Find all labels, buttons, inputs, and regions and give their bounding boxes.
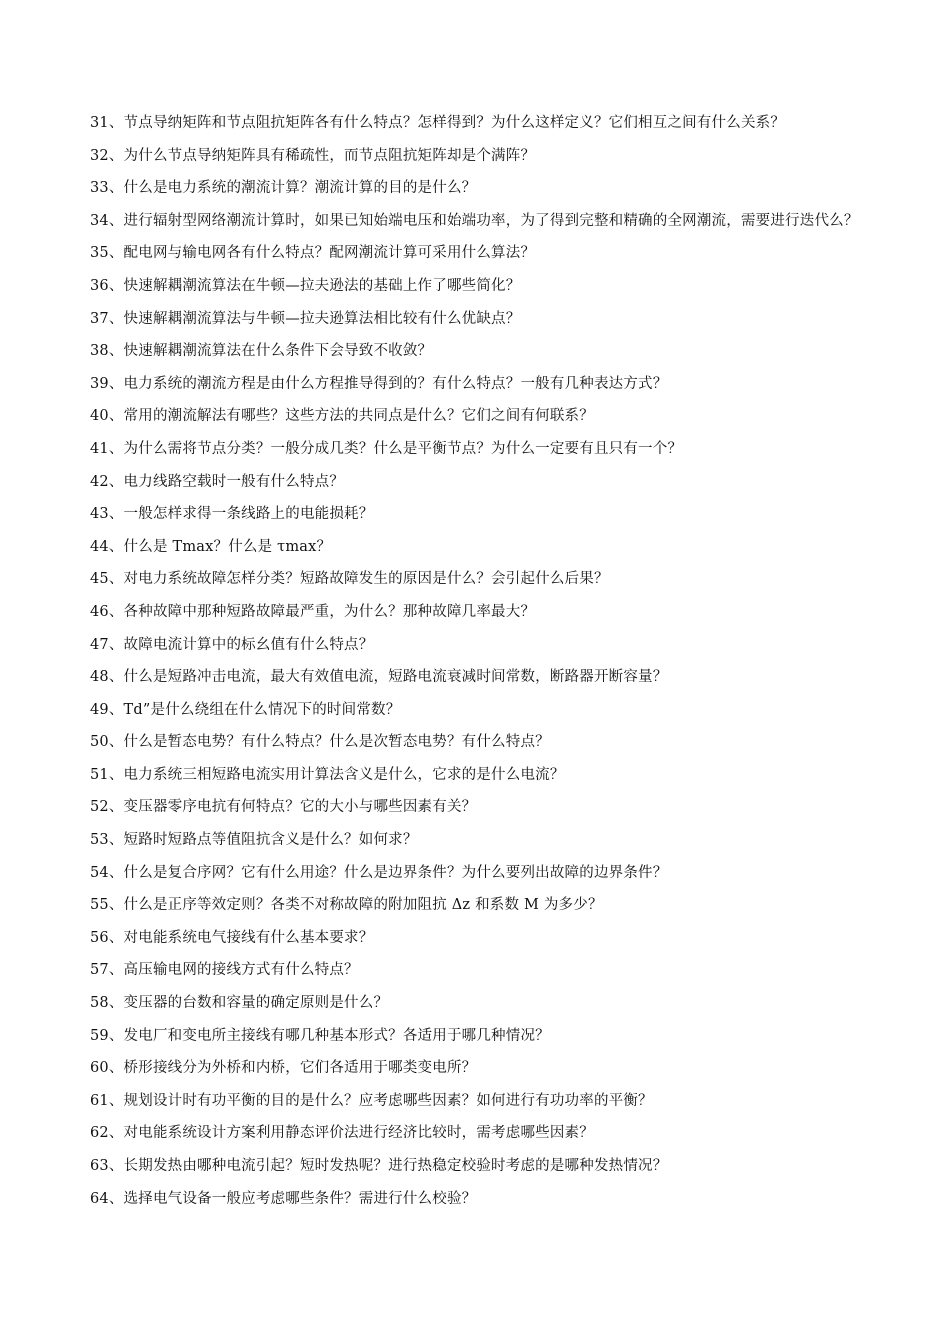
question-item: 31、节点导纳矩阵和节点阻抗矩阵各有什么特点？怎样得到？为什么这样定义？它们相互之间有什么关系？ xyxy=(90,115,786,131)
question-item: 64、选择电气设备一般应考虑哪些条件？需进行什么校验？ xyxy=(90,1190,477,1207)
question-item: 61、规划设计时有功平衡的目的是什么？应考虑哪些因素？如何进行有功功率的平衡？ xyxy=(90,1092,653,1109)
question-item: 36、快速解耦潮流算法在牛顿—拉夫逊法的基础上作了哪些简化？ xyxy=(90,277,521,294)
question-item: 63、长期发热由哪种电流引起？短时发热呢？进行热稳定校验时考虑的是哪种发热情况？ xyxy=(90,1158,668,1174)
question-item: 34、进行辐射型网络潮流计算时，如果已知始端电压和始端功率，为了得到完整和精确的全网潮流，需要进行迭代么？ xyxy=(90,212,859,229)
question-item: 60、桥形接线分为外桥和内桥，它们各适用于哪类变电所？ xyxy=(90,1060,477,1077)
question-item: 48、什么是短路冲击电流，最大有效值电流，短路电流衰减时间常数，断路器开断容量？ xyxy=(90,669,668,686)
question-item: 37、快速解耦潮流算法与牛顿—拉夫逊算法相比较有什么优缺点？ xyxy=(90,310,521,327)
question-item: 40、常用的潮流解法有哪些？这些方法的共同点是什么？它们之间有何联系？ xyxy=(90,408,594,425)
question-item: 51、电力系统三相短路电流实用计算法含义是什么，它求的是什么电流？ xyxy=(90,766,565,783)
question-item: 38、快速解耦潮流算法在什么条件下会导致不收敛？ xyxy=(90,343,433,360)
question-item: 45、对电力系统故障怎样分类？短路故障发生的原因是什么？会引起什么后果？ xyxy=(90,571,609,588)
question-item: 33、什么是电力系统的潮流计算？潮流计算的目的是什么？ xyxy=(90,180,477,197)
question-item: 43、一般怎样求得一条线路上的电能损耗？ xyxy=(90,506,374,523)
question-item: 47、故障电流计算中的标幺值有什么特点？ xyxy=(90,636,374,653)
question-item: 52、变压器零序电抗有何特点？它的大小与哪些因素有关？ xyxy=(90,799,477,816)
question-item: 55、什么是正序等效定则？各类不对称故障的附加阻抗 Δz 和系数 M 为多少？ xyxy=(90,897,603,914)
question-item: 58、变压器的台数和容量的确定原则是什么？ xyxy=(90,995,389,1012)
question-item: 59、发电厂和变电所主接线有哪几种基本形式？各适用于哪几种情况？ xyxy=(90,1027,550,1044)
question-item: 62、对电能系统设计方案利用静态评价法进行经济比较时，需考虑哪些因素？ xyxy=(90,1125,594,1142)
question-item: 35、配电网与输电网各有什么特点？配网潮流计算可采用什么算法？ xyxy=(90,245,536,262)
question-item: 44、什么是 Tmax？什么是 τmax？ xyxy=(90,538,332,555)
question-item: 42、电力线路空载时一般有什么特点？ xyxy=(90,473,345,490)
question-item: 49、Td”是什么绕组在什么情况下的时间常数？ xyxy=(90,701,401,718)
question-list xyxy=(90,107,882,1215)
question-item: 54、什么是复合序网？它有什么用途？什么是边界条件？为什么要列出故障的边界条件？ xyxy=(90,864,668,881)
question-item: 46、各种故障中那种短路故障最严重，为什么？那种故障几率最大？ xyxy=(90,603,536,620)
question-item: 57、高压输电网的接线方式有什么特点？ xyxy=(90,962,359,979)
question-item: 41、为什么需将节点分类？一般分成几类？什么是平衡节点？为什么一定要有且只有一个？ xyxy=(90,440,683,457)
question-item: 39、电力系统的潮流方程是由什么方程推导得到的？有什么特点？一般有几种表达方式？ xyxy=(90,375,668,392)
question-item: 53、短路时短路点等值阻抗含义是什么？如何求？ xyxy=(90,832,418,849)
question-item: 50、什么是暂态电势？有什么特点？什么是次暂态电势？有什么特点？ xyxy=(90,734,550,751)
question-item: 32、为什么节点导纳矩阵具有稀疏性，而节点阻抗矩阵却是个满阵？ xyxy=(90,147,536,164)
question-item: 56、对电能系统电气接线有什么基本要求？ xyxy=(90,929,374,946)
